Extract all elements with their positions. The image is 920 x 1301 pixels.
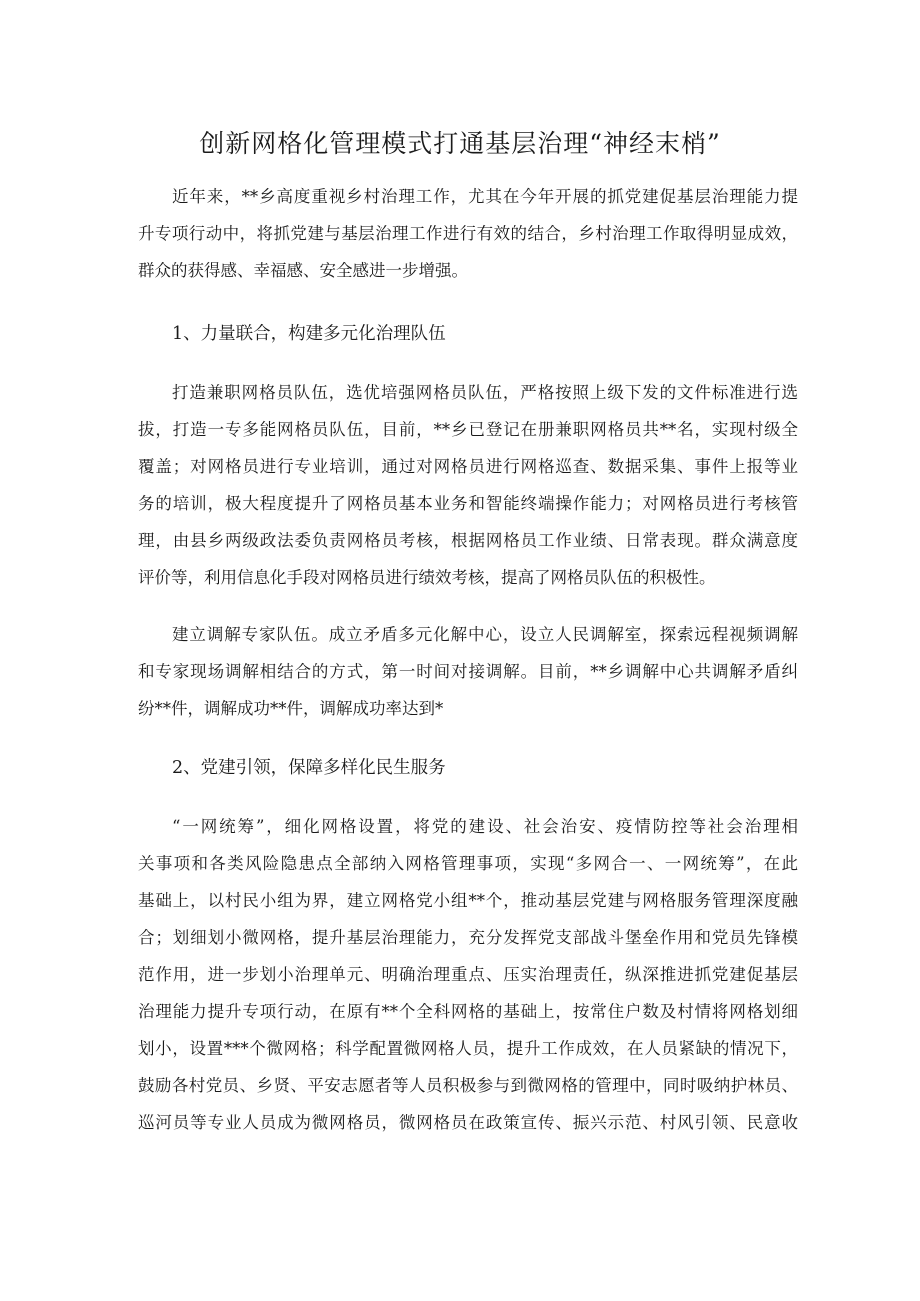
text-line: 关事项和各类风险隐患点全部纳入网格管理事项，实现“多网合一、一网统筹”，在此 [138, 854, 798, 873]
text-line: 近年来，**乡高度重视乡村治理工作，尤其在今年开展的抓党建促基层治理能力提 [172, 187, 798, 206]
section-2-paragraph-1 [138, 808, 798, 1141]
text-line: 群众的获得感、幸福感、安全感进一步增强。 [138, 261, 468, 280]
text-line: 拔，打造一专多能网格员队伍，目前，**乡已登记在册兼职网格员共**名，实现村级全 [138, 420, 798, 439]
text-line: 覆盖；对网格员进行专业培训，通过对网格员进行网格巡查、数据采集、事件上报等业 [138, 457, 798, 476]
text-line: 打造兼职网格员队伍，选优培强网格员队伍，严格按照上级下发的文件标准进行选 [172, 383, 798, 402]
text-line: 基础上，以村民小组为界，建立网格党小组**个，推动基层党建与网格服务管理深度融 [138, 891, 798, 910]
intro-paragraph [138, 178, 798, 289]
document-title: 创新网格化管理模式打通基层治理“神经末梢” [199, 129, 721, 158]
text-line: 务的培训，极大程度提升了网格员基本业务和智能终端操作能力；对网格员进行考核管 [138, 494, 798, 513]
text-line: 治理能力提升专项行动，在原有**个全科网格的基础上，按常住户数及村情将网格划细 [138, 1002, 798, 1021]
text-line: 划小，设置***个微网格；科学配置微网格人员，提升工作成效，在人员紧缺的情况下， [138, 1039, 798, 1058]
section-2-heading: 2、党建引领，保障多样化民生服务 [172, 758, 446, 778]
section-1-heading: 1、力量联合，构建多元化治理队伍 [172, 324, 446, 344]
text-line: 评价等，利用信息化手段对网格员进行绩效考核，提高了网格员队伍的积极性。 [138, 568, 716, 587]
text-line: 巡河员等专业人员成为微网格员，微网格员在政策宣传、振兴示范、村风引领、民意收 [138, 1113, 798, 1132]
text-line: 理，由县乡两级政法委负责网格员考核，根据网格员工作业绩、日常表现。群众满意度 [138, 531, 798, 550]
text-line: 范作用，进一步划小治理单元、明确治理重点、压实治理责任，纵深推进抓党建促基层 [138, 965, 798, 984]
section-1-paragraph-2 [138, 616, 798, 727]
text-line: 合；划细划小微网格，提升基层治理能力，充分发挥党支部战斗堡垒作用和党员先锋模 [138, 928, 798, 947]
text-line: 建立调解专家队伍。成立矛盾多元化解中心，设立人民调解室，探索远程视频调解 [172, 625, 798, 644]
text-line: 鼓励各村党员、乡贤、平安志愿者等人员积极参与到微网格的管理中，同时吸纳护林员、 [138, 1076, 798, 1095]
text-line: 升专项行动中，将抓党建与基层治理工作进行有效的结合，乡村治理工作取得明显成效， [138, 224, 798, 243]
section-1-paragraph-1 [138, 374, 798, 596]
text-line: 和专家现场调解相结合的方式，第一时间对接调解。目前，**乡调解中心共调解矛盾纠 [138, 662, 798, 681]
text-line: 纷**件，调解成功**件，调解成功率达到* [138, 699, 444, 718]
text-line: “一网统筹”，细化网格设置，将党的建设、社会治安、疫情防控等社会治理相 [172, 817, 798, 836]
